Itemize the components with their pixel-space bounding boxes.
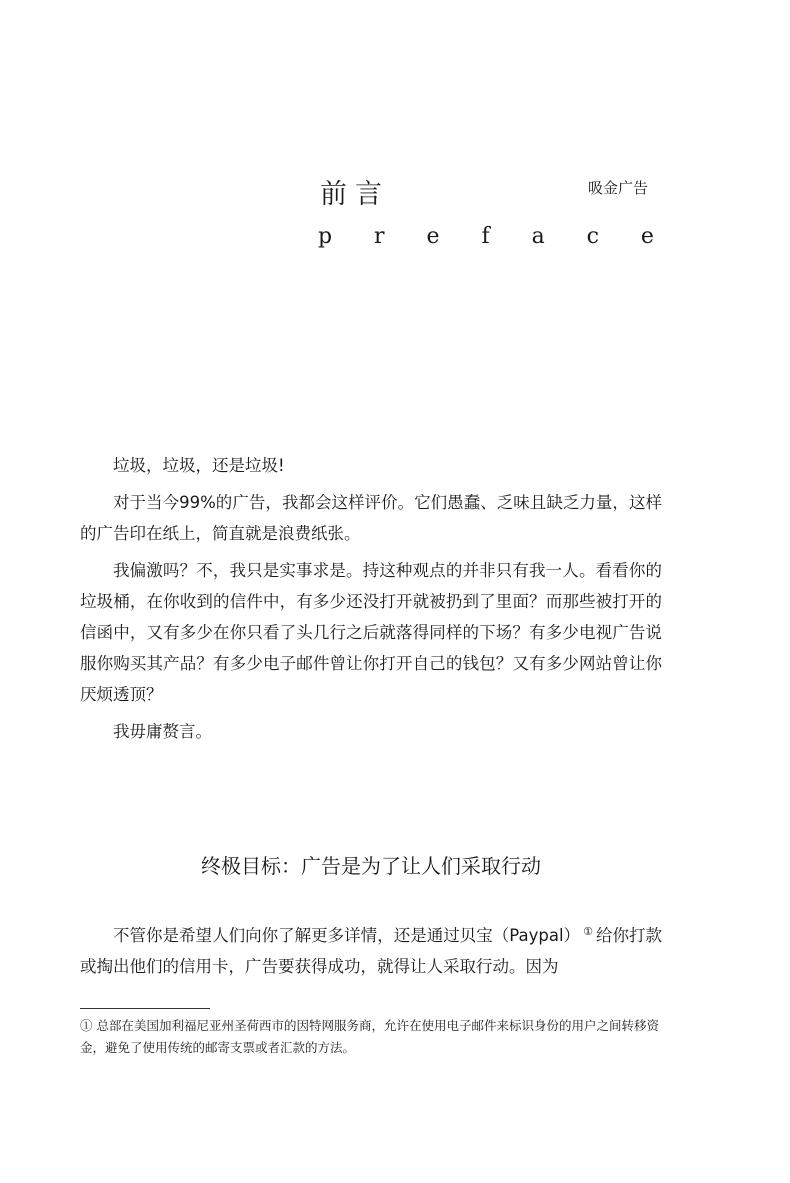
intro-paragraph: 我偏激吗？不，我只是实事求是。持这种观点的并非只有我一人。看看你的垃圾桶，在你收到的信件中，有多少还没打开就被扔到了里面？而那些被打开的信函中，又有多少在你只看了头几行之后就落得同样的下场？有多少电视广告说服你购买其产品？有多少电子邮件曾让你打开自己的钱包？又有多少网站曾让你厌烦透顶？ [80, 561, 662, 704]
book-title: 吸金广告 [588, 179, 649, 197]
intro-paragraph: 垃圾，垃圾，还是垃圾! [113, 456, 285, 475]
footnote-text: ① 总部在美国加利福尼亚州圣荷西市的因特网服务商，允许在使用电子邮件来标识身份的用户之间转移资金，避免了使用传统的邮寄支票或者汇款的方法。 [80, 1018, 659, 1055]
subtitle-letter: e [426, 224, 440, 249]
subtitle-letter: f [481, 224, 490, 249]
section-heading: 终极目标：广告是为了让人们采取行动 [201, 854, 541, 878]
intro-section [80, 450, 662, 747]
footnote [80, 1015, 665, 1059]
chapter-title: 前言 [320, 179, 390, 210]
intro-paragraph: 对于当今99%的广告，我都会这样评价。它们愚蠢、乏味且缺乏力量，这样的广告印在纸上，简直就是浪费纸张。 [80, 493, 662, 543]
subtitle-letter: a [531, 224, 545, 249]
intro-paragraph: 我毋庸赘言。 [113, 722, 212, 741]
section-paragraph-end: 给你打款或掏出他们的信用卡，广告要获得成功，就得让人采取行动。因为 [80, 926, 662, 976]
subtitle-letter: c [586, 224, 599, 249]
subtitle-letter: r [374, 224, 385, 249]
footnote-divider [80, 1008, 210, 1009]
subtitle-letter: e [640, 224, 654, 249]
section-paragraph-start: 不管你是希望人们向你了解更多详情，还是通过贝宝（Paypal） [113, 926, 581, 945]
subtitle-letter: p [318, 224, 333, 249]
english-subtitle [318, 224, 654, 249]
section-paragraph [80, 920, 662, 982]
footnote-marker[interactable]: ① [583, 925, 593, 938]
section-body [80, 920, 662, 982]
